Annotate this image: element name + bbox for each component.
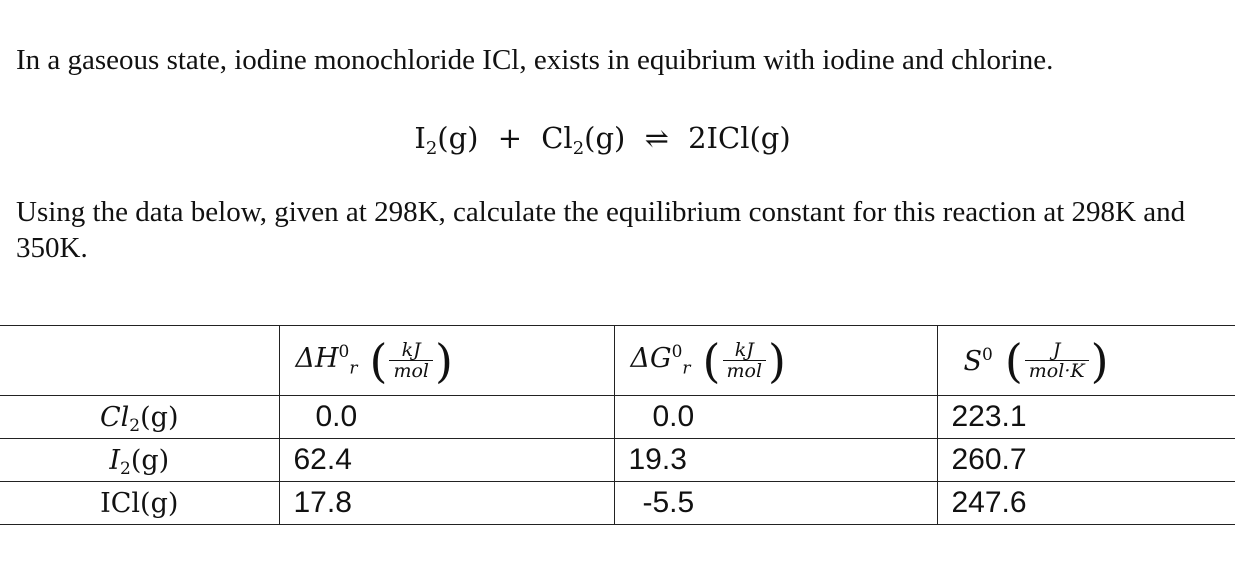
- species-cell: $Cl_2(g)$: [0, 396, 279, 439]
- species-cell: $I_2(g)$: [0, 439, 279, 482]
- table-row: [0, 396, 1235, 439]
- header-species-empty: [0, 326, 279, 396]
- table-row: [0, 439, 1235, 482]
- product-icl: 2ICl(g): [688, 121, 791, 155]
- question-text: Using the data below, given at 298K, calculate the equilibrium constant for this reaction at 298K and 350K.: [16, 196, 1186, 264]
- header-entropy: $S^0$ ( $\frac{J}{\text{mol·K}}$ ): [937, 326, 1235, 396]
- gibbs-cell: 19.3: [614, 439, 937, 482]
- gibbs-cell: -5.5: [614, 482, 937, 525]
- equilibrium-arrow-icon: ⇌: [644, 121, 669, 155]
- plus-sign: +: [497, 121, 522, 155]
- thermo-data-table: [0, 325, 1235, 525]
- entropy-cell: 247.6: [937, 482, 1235, 525]
- header-gibbs: $\Delta G^0_r$ ( $\frac{kJ}{\text{mol}}$ ): [614, 326, 937, 396]
- gibbs-cell: 0.0: [614, 396, 937, 439]
- table-row: [0, 482, 1235, 525]
- entropy-cell: 260.7: [937, 439, 1235, 482]
- header-enthalpy: $\Delta H^0_r$ ( $\frac{kJ}{\text{mol}}$ ): [279, 326, 614, 396]
- reactant-chlorine: $Cl_2(g)$: [541, 121, 626, 159]
- entropy-cell: 223.1: [937, 396, 1235, 439]
- enthalpy-cell: 17.8: [279, 482, 614, 525]
- reaction-equation: [0, 118, 1220, 158]
- enthalpy-cell: 62.4: [279, 439, 614, 482]
- enthalpy-cell: 0.0: [279, 396, 614, 439]
- species-cell: ICl(g): [0, 482, 279, 525]
- intro-text: In a gaseous state, iodine monochloride ICl, exists in equibrium with iodine and chlorine.: [16, 44, 1054, 76]
- reactant-iodine: $I_2(g)$: [414, 121, 479, 159]
- table-header-row: [0, 326, 1235, 396]
